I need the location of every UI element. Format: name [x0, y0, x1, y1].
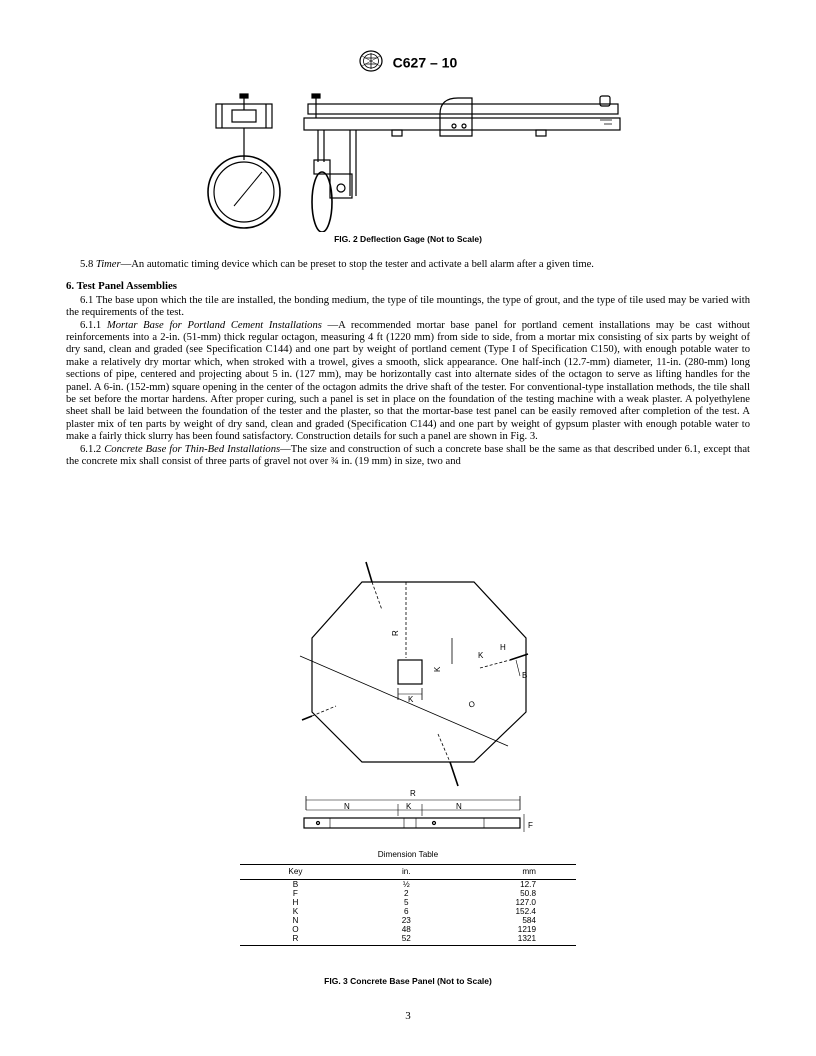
standard-number: C627 – 10 — [392, 54, 458, 71]
table-row: B ½ 12.7 — [292, 880, 536, 889]
label-o: O — [467, 699, 477, 710]
paragraph-6-1-1: 6.1.1 Mortar Base for Portland Cement Installations —A recommended mortar base panel for portland cement installations may be cast without reinforcements into a 2-in. (51-mm) thick regular octagon, measuring 4 ft (1220 mm) from side to side, from a mortar mix consisting of six parts by weight of dry sand, clean and graded (see Specification C144) and one part by weight of portland cement (Type I of Specification C150), with enough potable water to make a relatively dry mortar which, when stroked with a trowel, gives a smooth, slick appearance. One half-inch (12.7-mm) diameter, 11-in. (280-mm) long sections of pipe, centered and projecting about 5 in. (127 mm), may be horizontally cast into alternate sides of the octagon to serve as lifting handles for the panel. A 6-in. (152-mm) square opening in the center of the octagon admits the drive shaft of the tester. For conventional-type installation methods, the tile shall be set before the mortar hardens. After proper curing, such a panel is set in place on the foundation of the testing machine with a weak plaster. A polyethylene sheet shall be laid between the foundation of the tester and the plaster, so that the mortar-base test panel can be easily removed after completion of the test. A plaster mix of ten parts by weight of dry sand, clean and graded (Specification C144) and one part by weight of gypsum plaster with enough potable water to make a fairly thick slurry has been found satisfactory. Construction details for such a panel are shown in Fig. 3. — [66, 319, 750, 443]
table-row: N 23 584 — [292, 916, 536, 925]
dimension-table — [240, 850, 576, 946]
paragraph-5-8: 5.8 Timer—An automatic timing device which can be preset to stop the tester and activate a bell alarm after a given time. — [80, 259, 594, 270]
label-k-vertical: K — [433, 666, 442, 672]
label-n-right: N — [456, 802, 462, 811]
octagon-outline — [312, 582, 526, 762]
label-b: B — [522, 671, 528, 680]
table-row: F 2 50.8 — [292, 889, 536, 898]
panel-elevation — [304, 818, 520, 828]
label-k-pipe: K — [478, 651, 484, 660]
column-header-in: in. — [351, 865, 462, 880]
astm-logo-icon — [359, 50, 383, 75]
dimension-table-title: Dimension Table — [377, 850, 439, 859]
figure-2-deflection-gage — [0, 92, 816, 232]
label-r-elevation: R — [410, 789, 416, 798]
paragraph-6-1: 6.1 The base upon which the tile are installed, the bonding medium, the type of tile mountings, the type of grout, and the type of tile used may be varied with the requirements of the test. — [66, 294, 750, 319]
label-f: F — [528, 821, 533, 830]
table-row: K 6 152.4 — [292, 907, 536, 916]
paragraph-6-1-2: 6.1.2 Concrete Base for Thin-Bed Installations—The size and construction of such a concrete base shall be the same as that described under 6.1, except that the concrete mix shall consist of three parts of gravel not over ¾ in. (19 mm) in size, two and — [66, 443, 751, 468]
document-header — [0, 50, 816, 75]
dimension-table-grid — [240, 864, 576, 946]
term-concrete-base: Concrete Base for Thin-Bed Installations — [104, 443, 281, 455]
table-row: O 48 1219 — [292, 925, 536, 934]
body-text — [66, 259, 750, 469]
label-r: R — [391, 630, 400, 636]
figure-3-caption: FIG. 3 Concrete Base Panel (Not to Scale) — [324, 976, 492, 986]
label-k-elevation: K — [406, 802, 412, 811]
page-number: 3 — [405, 1010, 411, 1022]
column-header-mm: mm — [462, 865, 576, 880]
term-timer: Timer — [95, 259, 121, 270]
figure-3-concrete-base-panel — [0, 560, 816, 840]
term-mortar-base: Mortar Base for Portland Cement Installations — [106, 319, 322, 331]
label-n-left: N — [344, 802, 350, 811]
table-row: H 5 127.0 — [292, 898, 536, 907]
label-k-horizontal: K — [408, 695, 414, 704]
section-6-heading: 6. Test Panel Assemblies — [66, 280, 177, 293]
figure-2-caption: FIG. 2 Deflection Gage (Not to Scale) — [334, 234, 482, 244]
column-header-key: Key — [240, 865, 351, 880]
label-h: H — [500, 643, 506, 652]
center-square-opening — [398, 660, 422, 684]
table-row: R 52 1321 — [240, 934, 576, 946]
